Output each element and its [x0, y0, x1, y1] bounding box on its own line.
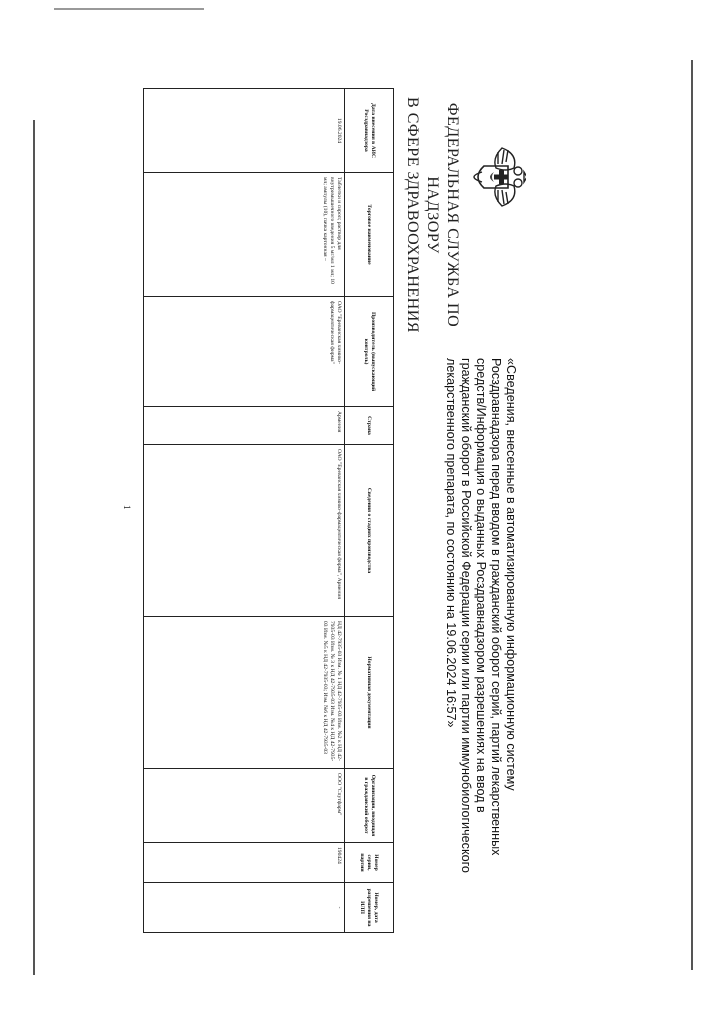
table-header-row: [345, 89, 394, 933]
header-organization: Организация, вводящая в гражданский оборот: [345, 769, 394, 843]
cell-permit: -: [144, 883, 345, 933]
header-manufacturer: Производитель (выпускающий контроль): [345, 297, 394, 407]
agency-line-2: В СФЕРЕ ЗДРАВООХРАНЕНИЯ: [404, 97, 421, 333]
header-permit: Номер, дата разрешения на ИЛП: [345, 883, 394, 933]
header-series: Номер серии, партии: [345, 843, 394, 883]
scan-edge-left: [54, 8, 204, 10]
document-heading: «Сведения, внесенные в автоматизированную информационную систему Росздравнадзора перед вводом в гражданский оборот серий, партий лекарственных средств/Информация о выданных Росздравнадзором разрешениях на ввод в гражданский оборот в Российской Федерации серии или партии иммунобиологического лекарственного препарата, по состоянию на 19.06.2024 16:57»: [444, 358, 518, 873]
cell-date: 19.06.2024: [144, 89, 345, 173]
header-date: Дата внесения в АИС Росздравнадзора: [345, 89, 394, 173]
cell-country: Армения: [144, 407, 345, 445]
cell-trade-name: Таблетки и сироп; раствор для внутримышечного введения 5 мг/мл 1 мл; 10 мл; ампулы (10), пачка картонная –: [144, 173, 345, 297]
header-country: Страна: [345, 407, 394, 445]
cell-stages: ОАО "Ереванская химико-фармацевтическая фирма", Армения: [144, 445, 345, 617]
agency-line-1: ФЕДЕРАЛЬНАЯ СЛУЖБА ПО НАДЗОРУ: [424, 102, 461, 328]
header-stages: Сведения о стадиях производства: [345, 445, 394, 617]
cell-manufacturer: ОАО "Ереванская химико-фармацевтическая фирма": [144, 297, 345, 407]
header-normative-docs: Нормативная документация: [345, 617, 394, 769]
header-trade-name: Торговое наименование: [345, 173, 394, 297]
table-row: [144, 89, 345, 933]
cell-series: 190424: [144, 843, 345, 883]
cell-normative-docs: НД 42-7935-03 Изм. № 1 НД 42-7935-03 Изм. №2 к НД 42-7935-03 Изм. № 3 к НД 42-7935-03 Изм. №4 к НД 42-7935-03 Изм. №5 к НД 42-7935-03; Изм. №6 к НД 42-7935-03: [144, 617, 345, 769]
emblem-icon: [462, 142, 526, 212]
cell-organization: ООО "Спутфарм": [144, 769, 345, 843]
registry-table: [143, 88, 394, 933]
page-number: 1: [122, 505, 132, 510]
scan-edge-bottom: [33, 120, 35, 975]
scan-edge-top: [691, 60, 693, 970]
agency-name: [402, 90, 462, 340]
